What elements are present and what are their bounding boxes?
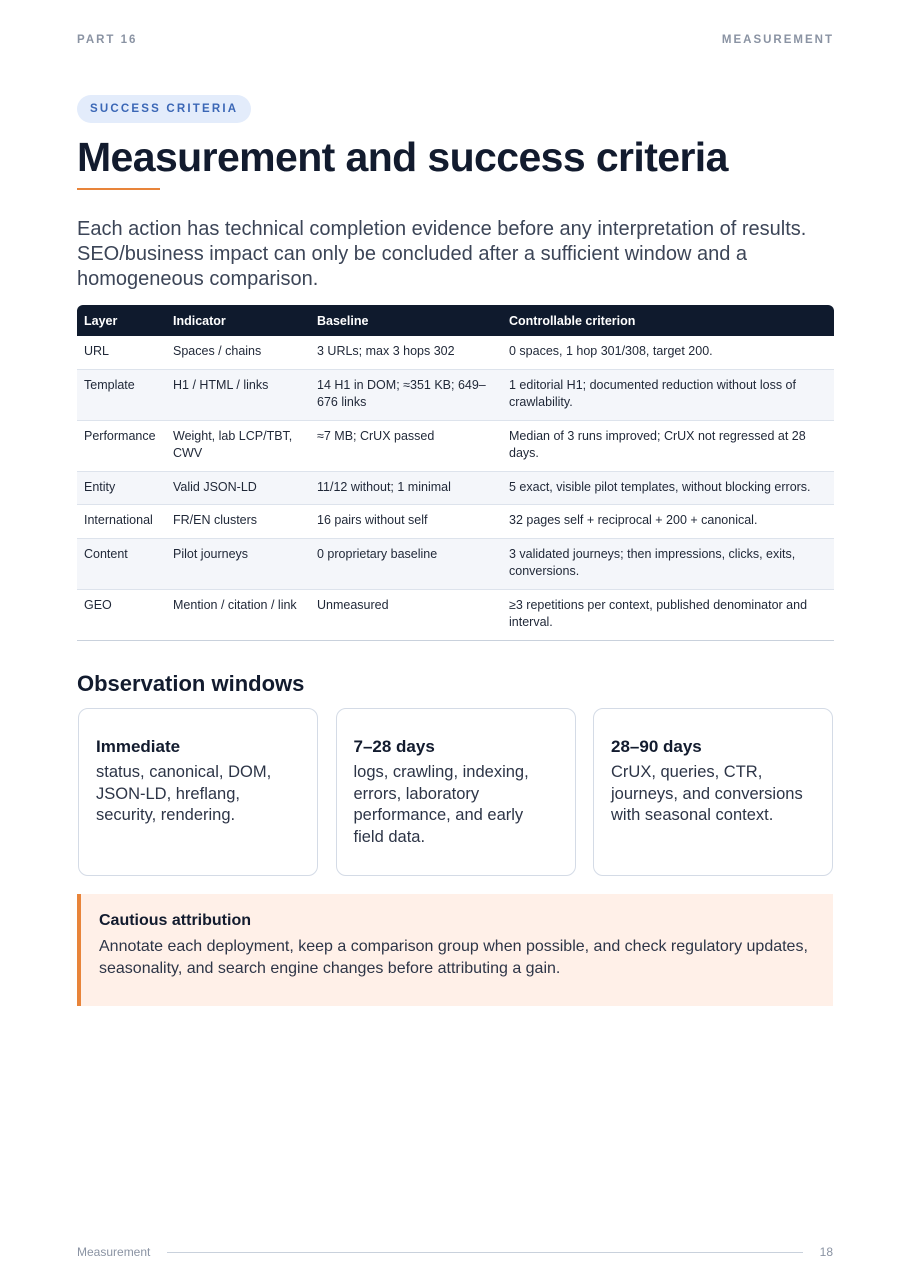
table-cell: GEO	[77, 589, 166, 640]
card-title: 7–28 days	[353, 737, 435, 756]
window-card-7-28-days	[336, 708, 576, 876]
window-card-immediate	[78, 708, 318, 876]
attribution-callout	[77, 894, 833, 1006]
section-tag: SUCCESS CRITERIA	[77, 95, 251, 123]
title-underline	[77, 188, 160, 190]
table-cell: Mention / citation / link	[166, 589, 310, 640]
table-cell: Content	[77, 538, 166, 589]
window-card-28-90-days	[593, 708, 833, 876]
page-footer	[77, 1244, 833, 1260]
table-cell: 5 exact, visible pilot templates, without blocking errors.	[502, 471, 834, 505]
column-header: Baseline	[310, 305, 502, 336]
table-row	[77, 471, 834, 505]
table-row	[77, 336, 834, 369]
table-cell: Pilot journeys	[166, 538, 310, 589]
table-cell: Median of 3 runs improved; CrUX not regressed at 28 days.	[502, 420, 834, 471]
table-header-row	[77, 305, 834, 336]
column-header: Controllable criterion	[502, 305, 834, 336]
table-cell: Valid JSON-LD	[166, 471, 310, 505]
table-cell: Template	[77, 369, 166, 420]
card-text: CrUX, queries, CTR, journeys, and conversions with seasonal context.	[611, 763, 803, 824]
card-title: Immediate	[96, 737, 181, 756]
criteria-table	[77, 305, 834, 641]
table-cell: Performance	[77, 420, 166, 471]
table-row	[77, 589, 834, 640]
running-header	[77, 34, 834, 46]
table-cell: 0 spaces, 1 hop 301/308, target 200.	[502, 336, 834, 369]
card-text: status, canonical, DOM, JSON-LD, hreflang, security, rendering.	[96, 763, 272, 824]
footer-label: Measurement	[77, 1245, 151, 1259]
table-cell: International	[77, 505, 166, 539]
table-row	[77, 369, 834, 420]
page-title: Measurement and success criteria	[77, 134, 728, 180]
table-cell: ≈7 MB; CrUX passed	[310, 420, 502, 471]
table-row	[77, 420, 834, 471]
card-text: logs, crawling, indexing, errors, laboratory performance, and early field data.	[353, 763, 529, 846]
table-cell: Weight, lab LCP/TBT, CWV	[166, 420, 310, 471]
table-row	[77, 505, 834, 539]
lead-paragraph: Each action has technical completion evidence before any interpretation of results. SEO/business impact can only be concluded after a sufficient window and a homogeneous comparison.	[77, 218, 807, 290]
card-title: 28–90 days	[611, 737, 702, 756]
section-label: MEASUREMENT	[721, 34, 834, 46]
callout-text: Annotate each deployment, keep a comparison group when possible, and check regulatory updates, seasonality, and search engine changes before attributing a gain.	[99, 938, 808, 977]
part-label: PART 16	[77, 34, 138, 46]
table-cell: 0 proprietary baseline	[310, 538, 502, 589]
page-number: 18	[819, 1245, 833, 1259]
table-row	[77, 538, 834, 589]
callout-title: Cautious attribution	[99, 912, 251, 929]
table-cell: 3 URLs; max 3 hops 302	[310, 336, 502, 369]
table-cell: Entity	[77, 471, 166, 505]
column-header: Layer	[77, 305, 166, 336]
table-cell: FR/EN clusters	[166, 505, 310, 539]
table-cell: 11/12 without; 1 minimal	[310, 471, 502, 505]
footer-divider	[167, 1252, 802, 1253]
table-cell: 1 editorial H1; documented reduction without loss of crawlability.	[502, 369, 834, 420]
table-cell: Spaces / chains	[166, 336, 310, 369]
table-cell: 14 H1 in DOM; ≈351 KB; 649–676 links	[310, 369, 502, 420]
table-cell: 16 pairs without self	[310, 505, 502, 539]
table-cell: URL	[77, 336, 166, 369]
table-cell: H1 / HTML / links	[166, 369, 310, 420]
table-cell: 32 pages self + reciprocal + 200 + canonical.	[502, 505, 834, 539]
table-cell: Unmeasured	[310, 589, 502, 640]
table-cell: ≥3 repetitions per context, published denominator and interval.	[502, 589, 834, 640]
observation-window-cards	[78, 708, 833, 878]
column-header: Indicator	[166, 305, 310, 336]
table-cell: 3 validated journeys; then impressions, clicks, exits, conversions.	[502, 538, 834, 589]
observation-windows-heading: Observation windows	[77, 671, 305, 696]
